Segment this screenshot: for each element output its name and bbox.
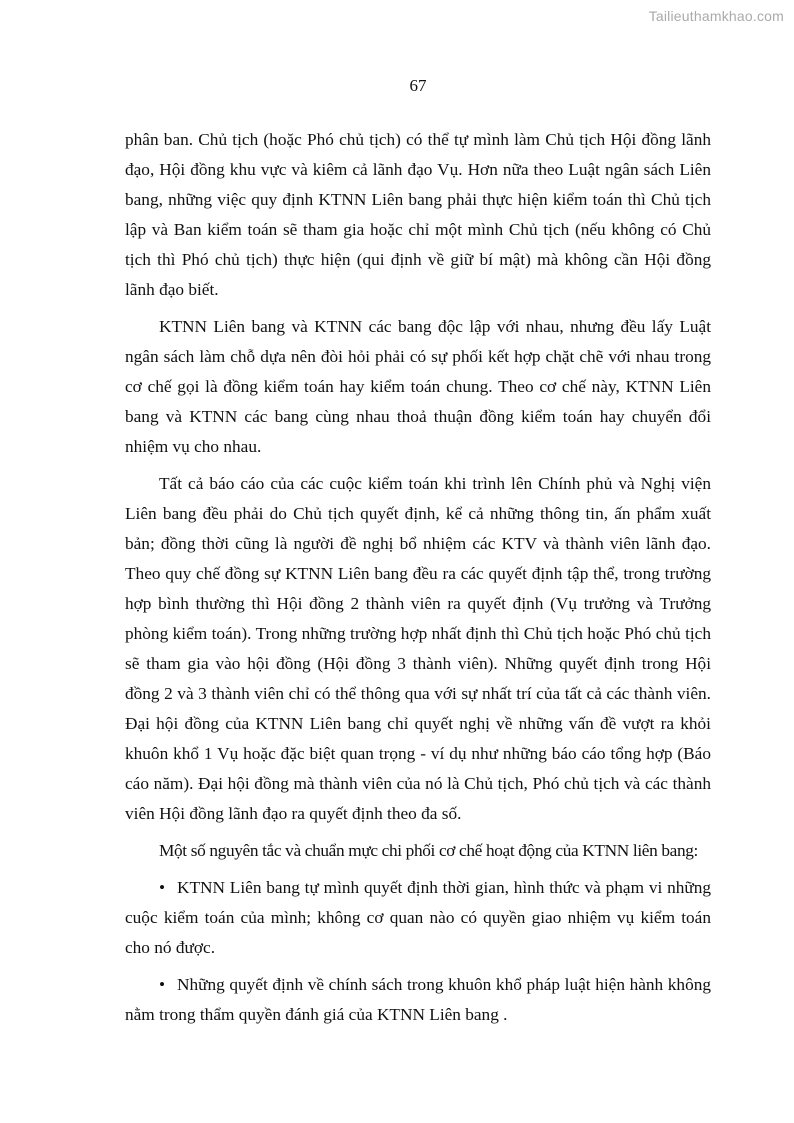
- bullet-text: Những quyết định về chính sách trong khuôn khổ pháp luật hiện hành không nằm trong thẩm quyền đánh giá của KTNN Liên bang .: [125, 975, 711, 1024]
- paragraph-reports-decisions: Tất cả báo cáo của các cuộc kiểm toán khi trình lên Chính phủ và Nghị viện Liên bang đều phải do Chủ tịch quyết định, kể cả những thông tin, ấn phẩm xuất bản; đồng thời cũng là người đề nghị bổ nhiệm các KTV và thành viên lãnh đạo. Theo quy chế đồng sự KTNN Liên bang đều ra các quyết định tập thể, trong trường hợp bình thường thì Hội đồng 2 thành viên ra quyết định (Vụ trưởng và Trưởng phòng kiểm toán). Trong những trường hợp nhất định thì Chủ tịch hoặc Phó chủ tịch sẽ tham gia vào hội đồng (Hội đồng 3 thành viên). Những quyết định trong Hội đồng 2 và 3 thành viên chỉ có thể thông qua với sự nhất trí của tất cả các thành viên. Đại hội đồng của KTNN Liên bang chỉ quyết nghị về những vấn đề vượt ra khỏi khuôn khổ 1 Vụ hoặc đặc biệt quan trọng - ví dụ như những báo cáo tổng hợp (Báo cáo năm). Đại hội đồng mà thành viên của nó là Chủ tịch, Phó chủ tịch và các thành viên Hội đồng lãnh đạo ra quyết định theo đa số.: [125, 474, 711, 823]
- bullet-text: KTNN Liên bang tự mình quyết định thời gian, hình thức và phạm vi những cuộc kiểm toán của mình; không cơ quan nào có quyền giao nhiệm vụ kiểm toán cho nó được.: [125, 878, 711, 957]
- document-body: [125, 125, 711, 1037]
- bullet-icon: •: [159, 878, 166, 897]
- paragraph-principles-intro: Một số nguyên tắc và chuẩn mực chi phối cơ chế hoạt động của KTNN liên bang:: [159, 841, 698, 860]
- bullet-icon: •: [159, 975, 166, 994]
- bullet-item: [125, 970, 711, 1030]
- page-number: 67: [409, 76, 427, 95]
- watermark-text: Tailieuthamkhao.com: [648, 8, 784, 24]
- paragraph-continuation: phân ban. Chủ tịch (hoặc Phó chủ tịch) có thể tự mình làm Chủ tịch Hội đồng lãnh đạo, Hội đồng khu vực và kiêm cả lãnh đạo Vụ. Hơn nữa theo Luật ngân sách Liên bang, những việc quy định KTNN Liên bang phải thực hiện kiểm toán thì Chủ tịch lập và Ban kiểm toán sẽ tham gia hoặc chỉ một mình Chủ tịch (nếu không có Chủ tịch thì Phó chủ tịch) thực hiện (qui định về giữ bí mật) mà không cần Hội đồng lãnh đạo biết.: [125, 130, 711, 299]
- paragraph-federal-state-audit: KTNN Liên bang và KTNN các bang độc lập với nhau, nhưng đều lấy Luật ngân sách làm chỗ dựa nên đòi hỏi phải có sự phối kết hợp chặt chẽ với nhau trong cơ chế gọi là đồng kiểm toán hay kiểm toán chung. Theo cơ chế này, KTNN Liên bang và KTNN các bang cùng nhau thoả thuận đồng kiểm toán hay chuyển đổi nhiệm vụ cho nhau.: [125, 317, 711, 456]
- bullet-item: [125, 873, 711, 963]
